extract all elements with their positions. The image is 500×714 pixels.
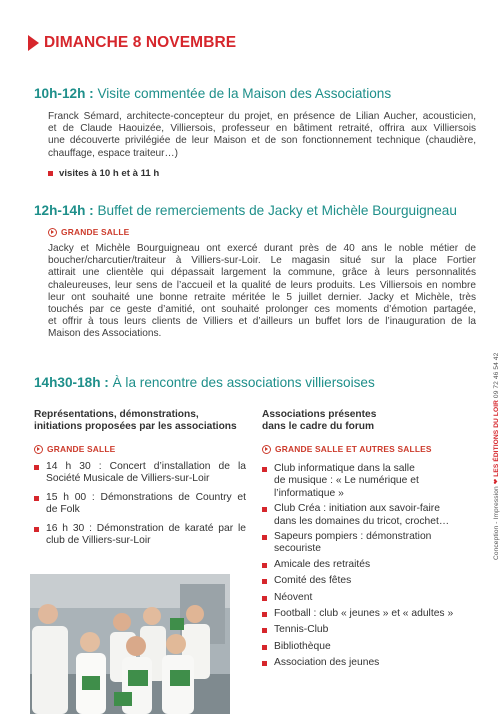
list-item-line: 14 h 30 : Concert d’installation de la xyxy=(46,461,246,472)
list-item-line: secouriste xyxy=(274,543,321,555)
column-heading-line: Associations présentes xyxy=(262,409,377,420)
list-item-line: Néovent xyxy=(274,591,313,603)
day-heading-text: DIMANCHE 8 NOVEMBRE xyxy=(44,34,237,51)
visite-times-bullet xyxy=(48,168,159,179)
section-time: 10h-12h : xyxy=(34,86,94,101)
paragraph-line: attirait une clientèle qui dépassait largement la commune, grâce à leurs personnalités xyxy=(48,267,476,279)
list-item xyxy=(34,523,246,548)
right-column-heading xyxy=(262,409,462,433)
square-bullet-icon xyxy=(48,171,53,176)
left-column-heading xyxy=(34,409,254,433)
paragraph-line: chauffage, espace traiteur…) xyxy=(48,147,178,159)
list-item-line: Sapeurs pompiers : démonstration xyxy=(274,531,432,543)
circle-arrow-icon xyxy=(48,228,57,237)
list-item xyxy=(262,592,476,604)
paragraph-line: Maison des Associations. xyxy=(48,328,162,340)
paragraph-line: touchés par ce geste d’amitié, ont souhaité prolonger ces moments d’émotion partagée, xyxy=(48,304,476,316)
paragraph-line: leur ont souhaité une bonne retraite méritée le 5 juillet dernier. Jacky et Michèle, très xyxy=(48,291,476,303)
list-item-line: Bibliothèque xyxy=(274,640,331,652)
credit-company: LES ÉDITIONS DU LOIR xyxy=(493,400,500,477)
list-item-line: 16 h 30 : Démonstration de karaté par le xyxy=(46,522,246,534)
list-item-line: Tennis-Club xyxy=(274,624,329,636)
column-heading-line: initiations proposées par les associations xyxy=(34,421,237,433)
karate-photo xyxy=(30,574,230,714)
karate-photo-illustration xyxy=(30,574,230,714)
list-item-line: Football : club « jeunes » et « adultes » xyxy=(274,608,454,620)
printer-credit xyxy=(492,353,500,560)
column-heading-line: dans le cadre du forum xyxy=(262,421,375,433)
paragraph-line: Jacky et Michèle Bourguigneau ont exercé durant près de 40 ans le noble métier de xyxy=(48,243,476,254)
paragraph-line: une découverte privilégiée de leur Maison et de son fonctionnement technique (chaudière, xyxy=(48,135,476,147)
list-item-line: de Folk xyxy=(46,504,80,516)
list-item-line: l’informatique » xyxy=(274,487,344,499)
list-item xyxy=(262,531,476,556)
room-label-grande-salle-left xyxy=(34,444,115,454)
associations-list xyxy=(262,463,476,670)
section-time: 14h30-18h : xyxy=(34,375,109,390)
list-item xyxy=(262,559,476,571)
play-arrow-icon xyxy=(28,35,39,51)
paragraph-line: chaleureuses, leur sens de l’accueil et la qualité de leurs produits. Les Villiersois en nombre xyxy=(48,279,476,291)
room-label-grande-salle xyxy=(48,227,129,237)
list-item-line: Société Musicale de Villiers-sur-Loir xyxy=(46,473,210,485)
section-title-visite xyxy=(34,86,391,101)
circle-arrow-icon xyxy=(34,445,43,454)
list-item xyxy=(262,503,476,528)
buffet-paragraph xyxy=(48,243,476,341)
list-item-line: 15 h 00 : Démonstrations de Country et xyxy=(46,491,246,503)
circle-arrow-icon xyxy=(262,445,271,454)
column-heading-line: Représentations, démonstrations, xyxy=(34,409,199,420)
list-item-line: de musique : « Le numérique et xyxy=(274,475,419,487)
list-item xyxy=(34,492,246,517)
section-title-rencontre xyxy=(34,375,375,390)
list-item-line: club de Villiers-sur-Loir xyxy=(46,535,151,547)
section-title-text: À la rencontre des associations villiersoises xyxy=(108,375,375,390)
list-item xyxy=(262,624,476,636)
list-item-line: Club informatique dans la salle xyxy=(274,463,415,474)
section-title-buffet xyxy=(34,203,457,218)
list-item-line: dans les domaines du tricot, crochet… xyxy=(274,515,450,527)
section-title-text: Visite commentée de la Maison des Associations xyxy=(93,86,392,101)
bullet-text: visites à 10 h et à 11 h xyxy=(59,168,160,179)
section-time: 12h-14h : xyxy=(34,203,94,218)
section-title-text: Buffet de remerciements de Jacky et Michèle Bourguigneau xyxy=(93,203,457,218)
credit-prefix: Conception - Impression xyxy=(493,486,500,560)
paragraph-line: boucher/charcutier/traiteur à Villiers-sur-Loir. Le magasin situé sur la place Fortier xyxy=(48,255,476,267)
list-item xyxy=(262,463,476,500)
paragraph-line: et de Claude Haouizée, Villiersois, professeur en bâtiment retraité, offrira aux Villiersois xyxy=(48,123,476,135)
room-label-autres-salles xyxy=(262,444,432,454)
paragraph-line: Franck Sémard, architecte-concepteur du projet, en présence de Lilian Aucher, acousticien, xyxy=(48,111,476,122)
visite-paragraph xyxy=(48,111,476,160)
list-item xyxy=(262,641,476,653)
room-label-text: GRANDE SALLE xyxy=(47,444,116,454)
list-item xyxy=(262,657,476,669)
list-item-line: Club Créa : initiation aux savoir-faire xyxy=(274,503,440,515)
list-item xyxy=(262,575,476,587)
list-item-line: Comité des fêtes xyxy=(274,575,352,587)
paragraph-line: et offrir à tous leurs clients de Villiers et d’ailleurs un buffet lors de l’inauguration de la xyxy=(48,316,476,328)
credit-phone: 09 72 46 54 42 xyxy=(493,352,500,399)
room-label-text: GRANDE SALLE xyxy=(61,227,130,237)
list-item xyxy=(34,461,246,486)
list-item-line: Association des jeunes xyxy=(274,657,380,669)
day-heading xyxy=(28,34,236,52)
list-item-line: Amicale des retraités xyxy=(274,558,371,570)
demonstrations-list xyxy=(34,461,246,547)
heart-icon: ❤ xyxy=(493,476,500,485)
list-item xyxy=(262,608,476,620)
room-label-text: GRANDE SALLE ET AUTRES SALLES xyxy=(275,444,432,454)
